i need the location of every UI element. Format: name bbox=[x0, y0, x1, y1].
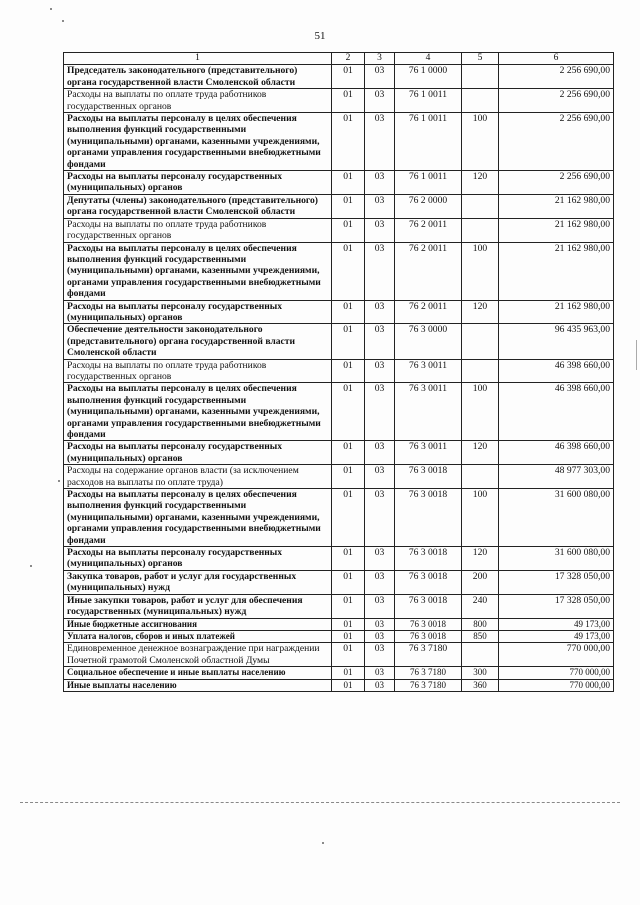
row-name-cell: Единовременное денежное вознаграждение при награждении Почетной грамотой Смоленской областной Думы bbox=[64, 643, 332, 667]
row-expense-type-cell: 800 bbox=[462, 618, 499, 630]
row-name-cell: Расходы на выплаты по оплате труда работников государственных органов bbox=[64, 218, 332, 242]
row-expense-type-cell: 240 bbox=[462, 594, 499, 618]
row-subsection-cell: 03 bbox=[365, 359, 395, 383]
scan-margin-mark bbox=[636, 340, 637, 370]
row-amount-cell: 770 000,00 bbox=[499, 667, 614, 679]
row-target-article-cell: 76 3 0018 bbox=[395, 547, 462, 571]
row-target-article-cell: 76 3 7180 bbox=[395, 643, 462, 667]
row-name-cell: Иные закупки товаров, работ и услуг для обеспечения государственных (муниципальных) нужд bbox=[64, 594, 332, 618]
table-row bbox=[64, 171, 614, 195]
row-amount-cell: 2 256 690,00 bbox=[499, 113, 614, 171]
row-subsection-cell: 03 bbox=[365, 643, 395, 667]
row-amount-cell: 21 162 980,00 bbox=[499, 300, 614, 324]
row-target-article-cell: 76 3 0018 bbox=[395, 465, 462, 489]
row-subsection-cell: 03 bbox=[365, 679, 395, 691]
table-row bbox=[64, 465, 614, 489]
row-target-article-cell: 76 3 0018 bbox=[395, 594, 462, 618]
row-subsection-cell: 03 bbox=[365, 667, 395, 679]
row-expense-type-cell: 850 bbox=[462, 630, 499, 642]
row-target-article-cell: 76 2 0011 bbox=[395, 300, 462, 324]
table-row bbox=[64, 630, 614, 642]
row-subsection-cell: 03 bbox=[365, 113, 395, 171]
row-amount-cell: 48 977 303,00 bbox=[499, 465, 614, 489]
table-row bbox=[64, 489, 614, 547]
row-name-cell: Расходы на выплаты персоналу в целях обеспечения выполнения функций государственными (муниципальными) органами, казенными учреждениями, органами управления государственными внебюджетными фондами bbox=[64, 489, 332, 547]
row-section-cell: 01 bbox=[332, 594, 365, 618]
row-section-cell: 01 bbox=[332, 618, 365, 630]
row-subsection-cell: 03 bbox=[365, 300, 395, 324]
column-header: 2 bbox=[332, 53, 365, 65]
row-name-cell: Расходы на выплаты персоналу в целях обеспечения выполнения функций государственными (муниципальными) органами, казенными учреждениями, органами управления государственными внебюджетными фондами bbox=[64, 242, 332, 300]
row-subsection-cell: 03 bbox=[365, 324, 395, 359]
row-section-cell: 01 bbox=[332, 65, 365, 89]
row-name-cell: Уплата налогов, сборов и иных платежей bbox=[64, 630, 332, 642]
row-expense-type-cell: 120 bbox=[462, 300, 499, 324]
scan-speck bbox=[30, 565, 32, 567]
row-expense-type-cell: 300 bbox=[462, 667, 499, 679]
row-subsection-cell: 03 bbox=[365, 242, 395, 300]
row-name-cell: Расходы на выплаты по оплате труда работников государственных органов bbox=[64, 89, 332, 113]
row-expense-type-cell: 100 bbox=[462, 383, 499, 441]
row-subsection-cell: 03 bbox=[365, 489, 395, 547]
row-subsection-cell: 03 bbox=[365, 547, 395, 571]
row-target-article-cell: 76 3 0011 bbox=[395, 383, 462, 441]
row-name-cell: Расходы на содержание органов власти (за исключением расходов на выплаты по оплате труда) bbox=[64, 465, 332, 489]
table-row bbox=[64, 113, 614, 171]
row-subsection-cell: 03 bbox=[365, 89, 395, 113]
table-row bbox=[64, 643, 614, 667]
row-name-cell: Обеспечение деятельности законодательного (представительного) органа государственной власти Смоленской области bbox=[64, 324, 332, 359]
row-target-article-cell: 76 3 0011 bbox=[395, 359, 462, 383]
row-subsection-cell: 03 bbox=[365, 383, 395, 441]
row-subsection-cell: 03 bbox=[365, 594, 395, 618]
scan-dashed-line bbox=[20, 802, 620, 803]
row-subsection-cell: 03 bbox=[365, 570, 395, 594]
row-expense-type-cell bbox=[462, 194, 499, 218]
table-row bbox=[64, 194, 614, 218]
row-subsection-cell: 03 bbox=[365, 465, 395, 489]
row-section-cell: 01 bbox=[332, 679, 365, 691]
scan-speck bbox=[62, 20, 64, 22]
row-amount-cell: 2 256 690,00 bbox=[499, 65, 614, 89]
row-amount-cell: 49 173,00 bbox=[499, 618, 614, 630]
row-section-cell: 01 bbox=[332, 643, 365, 667]
row-section-cell: 01 bbox=[332, 242, 365, 300]
row-expense-type-cell bbox=[462, 218, 499, 242]
row-target-article-cell: 76 1 0011 bbox=[395, 89, 462, 113]
row-target-article-cell: 76 3 0018 bbox=[395, 630, 462, 642]
row-expense-type-cell: 120 bbox=[462, 441, 499, 465]
row-target-article-cell: 76 3 0000 bbox=[395, 324, 462, 359]
row-section-cell: 01 bbox=[332, 218, 365, 242]
row-subsection-cell: 03 bbox=[365, 218, 395, 242]
table-row bbox=[64, 242, 614, 300]
table-row bbox=[64, 667, 614, 679]
table-row bbox=[64, 570, 614, 594]
row-name-cell: Расходы на выплаты персоналу государственных (муниципальных) органов bbox=[64, 547, 332, 571]
row-section-cell: 01 bbox=[332, 89, 365, 113]
table-row bbox=[64, 218, 614, 242]
row-expense-type-cell: 200 bbox=[462, 570, 499, 594]
budget-table bbox=[63, 52, 614, 692]
column-header: 3 bbox=[365, 53, 395, 65]
row-target-article-cell: 76 2 0011 bbox=[395, 218, 462, 242]
row-subsection-cell: 03 bbox=[365, 630, 395, 642]
row-amount-cell: 2 256 690,00 bbox=[499, 89, 614, 113]
scan-speck bbox=[58, 480, 60, 482]
row-section-cell: 01 bbox=[332, 630, 365, 642]
row-section-cell: 01 bbox=[332, 383, 365, 441]
table-row bbox=[64, 441, 614, 465]
row-amount-cell: 31 600 080,00 bbox=[499, 547, 614, 571]
row-name-cell: Расходы на выплаты персоналу в целях обеспечения выполнения функций государственными (муниципальными) органами, казенными учреждениями, органами управления государственными внебюджетными фондами bbox=[64, 113, 332, 171]
row-expense-type-cell: 100 bbox=[462, 242, 499, 300]
row-amount-cell: 49 173,00 bbox=[499, 630, 614, 642]
row-subsection-cell: 03 bbox=[365, 194, 395, 218]
row-section-cell: 01 bbox=[332, 359, 365, 383]
table-row bbox=[64, 679, 614, 691]
row-expense-type-cell: 120 bbox=[462, 171, 499, 195]
row-target-article-cell: 76 3 0018 bbox=[395, 489, 462, 547]
row-name-cell: Расходы на выплаты персоналу государственных (муниципальных) органов bbox=[64, 171, 332, 195]
column-header: 4 bbox=[395, 53, 462, 65]
row-target-article-cell: 76 3 0018 bbox=[395, 570, 462, 594]
row-subsection-cell: 03 bbox=[365, 171, 395, 195]
row-expense-type-cell bbox=[462, 65, 499, 89]
row-section-cell: 01 bbox=[332, 113, 365, 171]
row-section-cell: 01 bbox=[332, 194, 365, 218]
row-section-cell: 01 bbox=[332, 465, 365, 489]
row-name-cell: Депутаты (члены) законодательного (представительного) органа государственной власти Смоленской области bbox=[64, 194, 332, 218]
row-name-cell: Иные выплаты населению bbox=[64, 679, 332, 691]
row-subsection-cell: 03 bbox=[365, 441, 395, 465]
row-expense-type-cell bbox=[462, 324, 499, 359]
row-expense-type-cell bbox=[462, 89, 499, 113]
row-section-cell: 01 bbox=[332, 300, 365, 324]
row-expense-type-cell: 120 bbox=[462, 547, 499, 571]
table-row bbox=[64, 324, 614, 359]
row-name-cell: Закупка товаров, работ и услуг для государственных (муниципальных) нужд bbox=[64, 570, 332, 594]
row-amount-cell: 31 600 080,00 bbox=[499, 489, 614, 547]
row-target-article-cell: 76 2 0000 bbox=[395, 194, 462, 218]
row-section-cell: 01 bbox=[332, 171, 365, 195]
row-amount-cell: 770 000,00 bbox=[499, 679, 614, 691]
row-name-cell: Расходы на выплаты персоналу государственных (муниципальных) органов bbox=[64, 441, 332, 465]
table-row bbox=[64, 65, 614, 89]
row-amount-cell: 770 000,00 bbox=[499, 643, 614, 667]
row-name-cell: Расходы на выплаты по оплате труда работников государственных органов bbox=[64, 359, 332, 383]
row-subsection-cell: 03 bbox=[365, 618, 395, 630]
row-amount-cell: 46 398 660,00 bbox=[499, 359, 614, 383]
row-amount-cell: 21 162 980,00 bbox=[499, 194, 614, 218]
table-body bbox=[64, 65, 614, 692]
row-amount-cell: 21 162 980,00 bbox=[499, 242, 614, 300]
row-target-article-cell: 76 1 0000 bbox=[395, 65, 462, 89]
row-section-cell: 01 bbox=[332, 570, 365, 594]
row-section-cell: 01 bbox=[332, 547, 365, 571]
table-row bbox=[64, 547, 614, 571]
row-expense-type-cell bbox=[462, 643, 499, 667]
row-expense-type-cell: 100 bbox=[462, 489, 499, 547]
row-amount-cell: 17 328 050,00 bbox=[499, 594, 614, 618]
column-header: 6 bbox=[499, 53, 614, 65]
row-section-cell: 01 bbox=[332, 441, 365, 465]
row-target-article-cell: 76 3 0018 bbox=[395, 618, 462, 630]
row-target-article-cell: 76 3 0011 bbox=[395, 441, 462, 465]
row-section-cell: 01 bbox=[332, 324, 365, 359]
row-target-article-cell: 76 1 0011 bbox=[395, 113, 462, 171]
table-row bbox=[64, 300, 614, 324]
row-name-cell: Председатель законодательного (представительного) органа государственной власти Смоленской области bbox=[64, 65, 332, 89]
row-amount-cell: 96 435 963,00 bbox=[499, 324, 614, 359]
row-target-article-cell: 76 3 7180 bbox=[395, 667, 462, 679]
table-row bbox=[64, 383, 614, 441]
row-amount-cell: 46 398 660,00 bbox=[499, 441, 614, 465]
table-row bbox=[64, 594, 614, 618]
table-row bbox=[64, 618, 614, 630]
page-number: 51 bbox=[314, 30, 326, 42]
table-row bbox=[64, 89, 614, 113]
row-amount-cell: 2 256 690,00 bbox=[499, 171, 614, 195]
row-amount-cell: 46 398 660,00 bbox=[499, 383, 614, 441]
row-amount-cell: 17 328 050,00 bbox=[499, 570, 614, 594]
column-header: 1 bbox=[64, 53, 332, 65]
row-target-article-cell: 76 1 0011 bbox=[395, 171, 462, 195]
scan-speck bbox=[50, 8, 52, 10]
row-name-cell: Расходы на выплаты персоналу государственных (муниципальных) органов bbox=[64, 300, 332, 324]
row-expense-type-cell: 100 bbox=[462, 113, 499, 171]
table-row bbox=[64, 359, 614, 383]
row-expense-type-cell bbox=[462, 359, 499, 383]
row-amount-cell: 21 162 980,00 bbox=[499, 218, 614, 242]
scan-speck bbox=[322, 842, 324, 844]
row-name-cell: Иные бюджетные ассигнования bbox=[64, 618, 332, 630]
row-expense-type-cell bbox=[462, 465, 499, 489]
table-header-row bbox=[64, 53, 614, 65]
row-expense-type-cell: 360 bbox=[462, 679, 499, 691]
column-header: 5 bbox=[462, 53, 499, 65]
row-target-article-cell: 76 3 7180 bbox=[395, 679, 462, 691]
row-target-article-cell: 76 2 0011 bbox=[395, 242, 462, 300]
row-subsection-cell: 03 bbox=[365, 65, 395, 89]
row-section-cell: 01 bbox=[332, 667, 365, 679]
row-name-cell: Социальное обеспечение и иные выплаты населению bbox=[64, 667, 332, 679]
row-section-cell: 01 bbox=[332, 489, 365, 547]
row-name-cell: Расходы на выплаты персоналу в целях обеспечения выполнения функций государственными (муниципальными) органами, казенными учреждениями, органами управления государственными внебюджетными фондами bbox=[64, 383, 332, 441]
